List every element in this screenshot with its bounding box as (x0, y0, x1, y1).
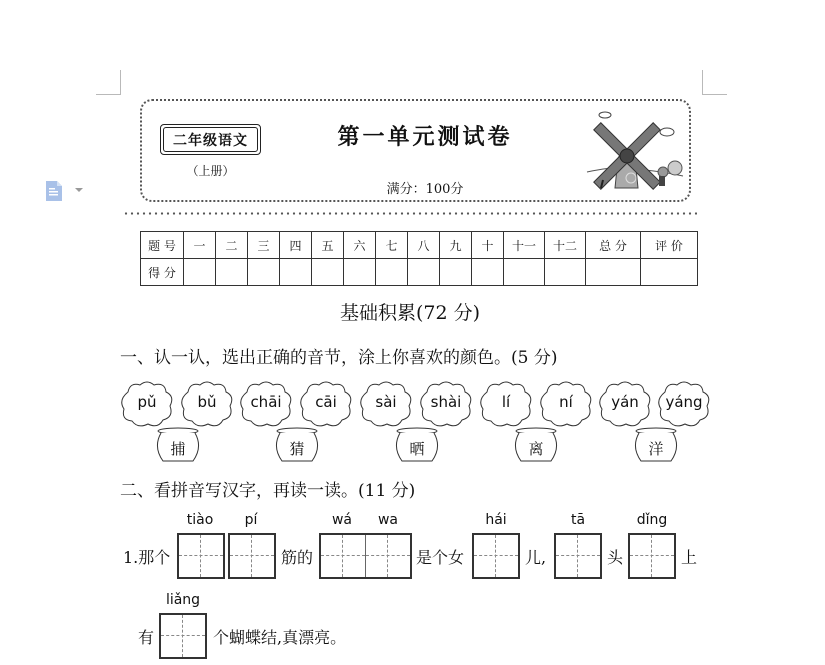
document-icon[interactable] (45, 180, 63, 202)
pinyin-option: cāi (315, 393, 337, 411)
full-score-label: 满分：100分 (386, 182, 464, 197)
pinyin-option: shài (430, 393, 462, 411)
score-cell[interactable] (344, 259, 376, 286)
col-header: 九 (440, 232, 472, 259)
pinyin-option-cloud[interactable] (297, 380, 355, 430)
page-title: 第一单元测试卷 (337, 125, 513, 150)
pinyin-option-cloud[interactable] (537, 380, 595, 430)
pinyin-option: yán (611, 393, 639, 411)
col-header-total: 总 分 (586, 232, 641, 259)
character-pot (513, 427, 559, 463)
score-cell[interactable] (216, 259, 248, 286)
sentence-text: 儿, (525, 548, 547, 567)
sentence-text: 有 (138, 628, 155, 647)
score-cell[interactable] (376, 259, 408, 286)
pinyin-option: bǔ (197, 393, 217, 411)
score-table-score-row (141, 259, 698, 286)
col-header: 十一 (504, 232, 545, 259)
col-header: 八 (408, 232, 440, 259)
crop-mark-top-right (702, 70, 727, 95)
sentence-text: 是个女 (416, 548, 465, 567)
score-cell[interactable] (472, 259, 504, 286)
col-header: 二 (216, 232, 248, 259)
pinyin-hint: wa (377, 512, 399, 528)
question-2-text: 二、看拼音写汉字，再读一读。 (120, 481, 358, 501)
windmill-illustration (585, 110, 685, 198)
character: 猜 (289, 440, 305, 458)
score-table-header-row (141, 232, 698, 259)
score-cell[interactable] (280, 259, 312, 286)
writing-grid[interactable] (319, 533, 412, 579)
pinyin-option-cloud[interactable] (118, 380, 176, 430)
question-1-title (120, 343, 557, 368)
character-pot (155, 427, 201, 463)
sentence-text: 头 (607, 548, 624, 567)
writing-grid[interactable] (159, 613, 207, 659)
character-pot (633, 427, 679, 463)
sentence-text: 筋的 (281, 548, 314, 567)
score-cell[interactable] (504, 259, 545, 286)
score-cell[interactable] (248, 259, 280, 286)
character-pot (274, 427, 320, 463)
writing-grid[interactable] (228, 533, 276, 579)
pinyin-option: ní (559, 393, 573, 411)
pinyin-hint: liǎng (165, 592, 201, 608)
score-table (140, 231, 698, 286)
col-header: 十 (472, 232, 504, 259)
col-header: 十二 (545, 232, 586, 259)
header-divider (123, 212, 697, 215)
pinyin-option: pǔ (137, 393, 157, 411)
character: 晒 (409, 440, 425, 458)
pinyin-option-cloud[interactable] (596, 380, 654, 430)
question-2-title (120, 476, 415, 501)
character: 捕 (170, 440, 186, 458)
pinyin-hint: wá (331, 512, 353, 528)
row-label-question: 题 号 (141, 232, 184, 259)
score-cell[interactable] (184, 259, 216, 286)
pinyin-option-cloud[interactable] (477, 380, 535, 430)
sentence-text: 上 (681, 548, 698, 567)
pinyin-option: sài (375, 393, 397, 411)
pinyin-option-cloud[interactable] (237, 380, 295, 430)
pinyin-hint: pí (244, 512, 258, 528)
sentence-text: 1.那个 (123, 548, 171, 567)
pinyin-hint: hái (485, 512, 507, 528)
question-1-text: 一、认一认，选出正确的音节，涂上你喜欢的颜色。 (120, 348, 511, 368)
score-cell[interactable] (440, 259, 472, 286)
writing-grid[interactable] (628, 533, 676, 579)
pinyin-option: chāi (250, 393, 282, 411)
character: 洋 (648, 440, 664, 458)
col-header: 三 (248, 232, 280, 259)
character: 离 (528, 440, 544, 458)
caret-down-icon[interactable] (75, 188, 83, 192)
sentence-text: 个蝴蝶结,真漂亮。 (213, 628, 347, 647)
grade-badge (160, 124, 261, 155)
character-pot (394, 427, 440, 463)
writing-grid[interactable] (472, 533, 520, 579)
pinyin-hint: tiào (186, 512, 214, 528)
writing-grid[interactable] (554, 533, 602, 579)
pinyin-hint: tā (570, 512, 586, 528)
row-label-score: 得 分 (141, 259, 184, 286)
score-cell[interactable] (545, 259, 586, 286)
section-title: 基础积累(72 分) (339, 302, 481, 324)
col-header: 六 (344, 232, 376, 259)
pinyin-option: yáng (665, 393, 703, 411)
question-2-points: (11 分) (358, 481, 416, 501)
score-cell[interactable] (312, 259, 344, 286)
question-1-points: (5 分) (511, 348, 558, 368)
volume-label: （上册） (186, 164, 235, 178)
col-header: 一 (184, 232, 216, 259)
score-cell[interactable] (586, 259, 641, 286)
score-cell[interactable] (408, 259, 440, 286)
col-header: 七 (376, 232, 408, 259)
score-cell[interactable] (641, 259, 698, 286)
crop-mark-top-left (96, 70, 121, 95)
grade-label: 二年级语文 (163, 127, 258, 152)
pinyin-option-cloud[interactable] (178, 380, 236, 430)
pinyin-option: lí (501, 393, 511, 411)
pinyin-option-cloud[interactable] (357, 380, 415, 430)
pinyin-option-cloud[interactable] (417, 380, 475, 430)
writing-grid[interactable] (177, 533, 225, 579)
pinyin-hint: dǐng (636, 512, 668, 528)
col-header: 四 (280, 232, 312, 259)
col-header-evaluation: 评 价 (641, 232, 698, 259)
col-header: 五 (312, 232, 344, 259)
pinyin-option-cloud[interactable] (655, 380, 713, 430)
